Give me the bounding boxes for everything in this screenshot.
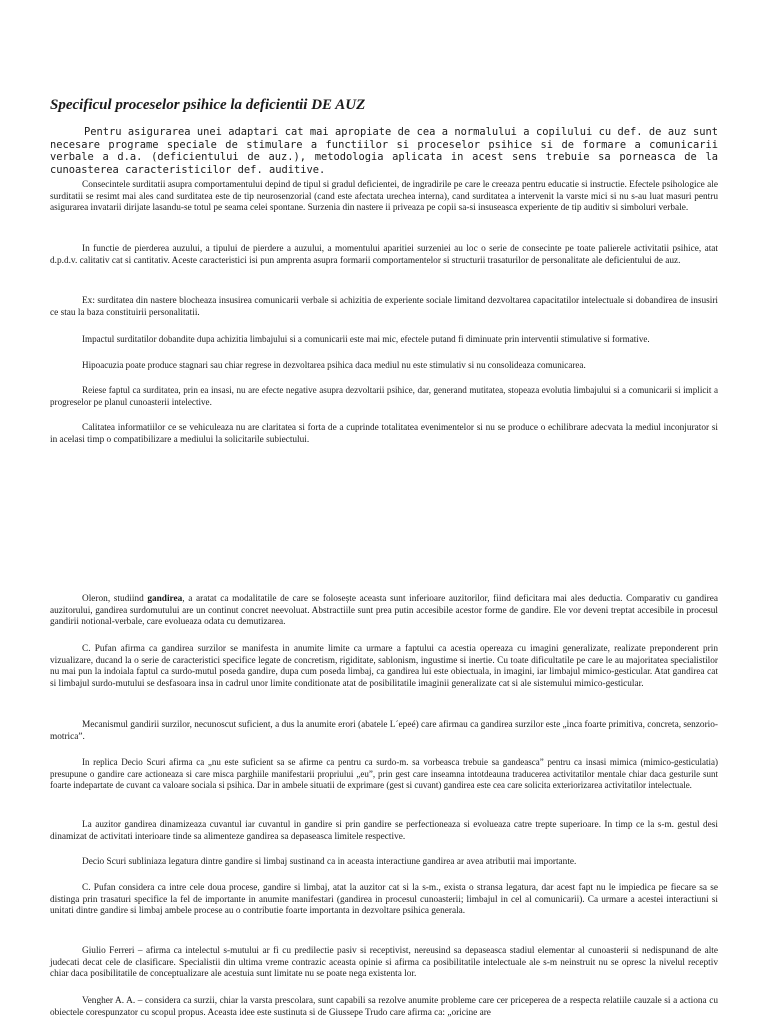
- oleron-intro-text: Oleron, studiind: [82, 594, 148, 604]
- paragraph-hipoacuzia: Hipoacuzia poate produce stagnari sau chiar regrese in dezvoltarea psihica daca mediul nu este stimulativ si nu consolideaza comunicarea.: [82, 360, 586, 370]
- paragraph-consecinte: Consecintele surditatii asupra comportamentului depind de tipul si gradul deficientei, de ingradirile pe care le creeaza pentru educatie si instructie. Efectele psihologice ale surditatii se resimt mai ales cand surditatea este de tip neurosenzorial (cand este afectata urechea interna), cand surditatea a intervenit la varste mici si nu s-au luat masuri pentru asigurarea invatarii dirijate lasandu-se totul pe seama celei spontane. Surzenia din nastere ii priveaza pe copii sa-si insuseasca experiente de tip auditiv si simboluri verbale.: [50, 180, 718, 213]
- oleron-body-text: , a aratat ca modalitatile de care se folosește aceasta sunt inferioare auzitorilor, fiind deficitara mai ales deductia. Comparativ cu gandirea auzitorului, gandirea surdomutului are un continut concret neevoluat. Abstractiile sunt prea putin accesibile acestor forme de gandire. Ele vor deveni treptat accesibile in procesul gandirii notional-verbale, care evolueaza odata cu demutizarea.: [50, 594, 718, 627]
- page-title: Specificul proceselor psihice la deficientii DE AUZ: [50, 97, 366, 113]
- paragraph-replica-scuri: In replica Decio Scuri afirma ca „nu este suficient sa se afirme ca pentru ca surdo-m. sa vorbeasca trebuie sa gandeasca” pentru ca insasi mimica (mimico-gesticulatia) presupune o gandire care actioneaza si care misca parghiile manifestarii propriului „eu”, prin gest care inseamna intotdeauna traducerea activitatilor mentale chiar daca gesturile sunt foarte indepartate de cuvant ca valoare sociala si psihica. Dar in ambele situatii de exprimare (gest si cuvant) gandirea este cea care solicita exteriorizarea activitatilor intelectuale.: [50, 757, 718, 790]
- paragraph-pufan-procese: C. Pufan considera ca intre cele doua procese, gandire si limbaj, atat la auzitor cat si la s-m., exista o stransa legatura, dar acest fapt nu le impiedica pe fiecare sa se distinga prin trasaturi specifice la fel de importante in anumite manifestari (gandirea in procesul cunoasterii; limbajul in cel al comunicarii). Ca urmare a acestei interactiuni si unitati dintre gandire si limbaj ambele procese au o contributie foarte importanta in dezvoltare psihica generala.: [50, 883, 718, 916]
- intro-paragraph: Pentru asigurarea unei adaptari cat mai apropiate de cea a normalului a copilului cu def. de auz sunt necesare programe speciale de stimulare a functiilor si proceselor psihice si de formare a comunicarii verbale a d.a. (deficientului de auz.), metodologia aplicata in acest sens trebuie sa porneasca de la cunoasterea caracteristicilor def. auditive.: [50, 126, 718, 176]
- paragraph-impactul: Impactul surditatilor dobandite dupa achizitia limbajului si a comunicarii este mai mic, efectele putand fi diminuate prin interventii stimulative si formative.: [82, 334, 650, 344]
- paragraph-reiese: Reiese faptul ca surditatea, prin ea insasi, nu are efecte negative asupra dezvoltarii psihice, dar, generand mutitatea, stopeaza evolutia limbajului si a comunicarii si implicit a progreselor pe planul cunoasterii intelective.: [50, 385, 718, 407]
- document-page: [50, 0, 718, 1024]
- paragraph-scuri-legatura: Decio Scuri subliniaza legatura dintre gandire si limbaj sustinand ca in aceasta interactiune gandirea ar avea atributii mai importante.: [82, 857, 577, 867]
- paragraph-calitatea: Calitatea informatiilor ce se vehiculeaza nu are claritatea si forta de a cuprinde totalitatea evenimentelor si nu se produce o echilibrare adecvata la mediul inconjurator si in acelasi timp o compatibilizare a mediului la solicitarile subiectului.: [50, 423, 718, 445]
- paragraph-oleron: [50, 594, 718, 629]
- paragraph-mecanismul: Mecanismul gandirii surzilor, necunoscut suficient, a dus la anumite erori (abatele L´epeé) care afirmau ca gandirea surzilor este „inca foarte primitiva, concreta, senzorio-motrica”.: [50, 720, 718, 742]
- oleron-bold-term: gandirea: [147, 594, 183, 604]
- paragraph-pufan-limite: C. Pufan afirma ca gandirea surzilor se manifesta in anumite limite ca urmare a faptului ca acestia opereaza cu imagini generalizate, realizate preponderent prin vizualizare, ducand la o serie de caracteristici specifice legate de concretism, rigiditate, sablonism, ingustime si inertie. Cu toate dificultatile pe care le au majoritatea specialistilor nu mai pun la indoiala faptul ca surdo-mutul poseda gandire, dupa cum poseda limbaj, ca gandirea lui este obiectuala, in imagini, iar limbajul mimico-gesticular. Atat gandirea cat si limbajul surdo-mutului se desfasoara insa in cadrul unor limite conditionate atat de posibilitatile imaginii generalizate cat si ale sistemului mimico-gesticular.: [50, 644, 718, 689]
- paragraph-pierderea-auzului: In functie de pierderea auzului, a tipului de pierdere a auzului, a momentului aparitiei surzeniei au loc o serie de consecinte pe toate palierele activitatii psihice, atat d.p.d.v. calitativ cat si cantitativ. Aceste caracteristici isi pun amprenta asupra formarii comportamentelor si structurii trasaturilor de personalitate ale deficientului de auz.: [50, 244, 718, 266]
- paragraph-exemplu: Ex: surditatea din nastere blocheaza insusirea comunicarii verbale si achizitia de experiente sociale limitand dezvoltarea capacitatilor intelectuale si dobandirea de insusiri ce stau la baza constituirii personalitatii.: [50, 296, 718, 318]
- paragraph-ferreri: Giulio Ferreri – afirma ca intelectul s-mutului ar fi cu predilectie pasiv si receptivist, nereusind sa depaseasca stadiul elementar al cunoasterii si nedispunand de alte judecati decat cele de clasificare. Specialistii din ultima vreme contrazic aceasta opinie si afirma ca posibilitatile intelectuale ale s-m neinstruit nu se opresc la nivelul receptiv chiar daca posibilitatile de conceptualizare ale acestuia sunt limitate nu se poate nega existenta lor.: [50, 946, 718, 979]
- paragraph-auzitor: La auzitor gandirea dinamizeaza cuvantul iar cuvantul in gandire si prin gandire se perfectioneaza si evolueaza catre trepte superioare. In timp ce la s-m. gestul desi dinamizat de activitati interioare tinde sa alimenteze gandirea sa depaseasca limitele respective.: [50, 820, 718, 842]
- paragraph-vengher: Vengher A. A. – considera ca surzii, chiar la varsta prescolara, sunt capabili sa rezolve anumite probleme care cer priceperea de a respecta relatiile cauzale si a actiona cu obiectele corespunzator cu scopul propus. Aceasta idee este sustinuta si de Giussepe Trudo care afirma ca: „oricine are: [50, 996, 718, 1018]
